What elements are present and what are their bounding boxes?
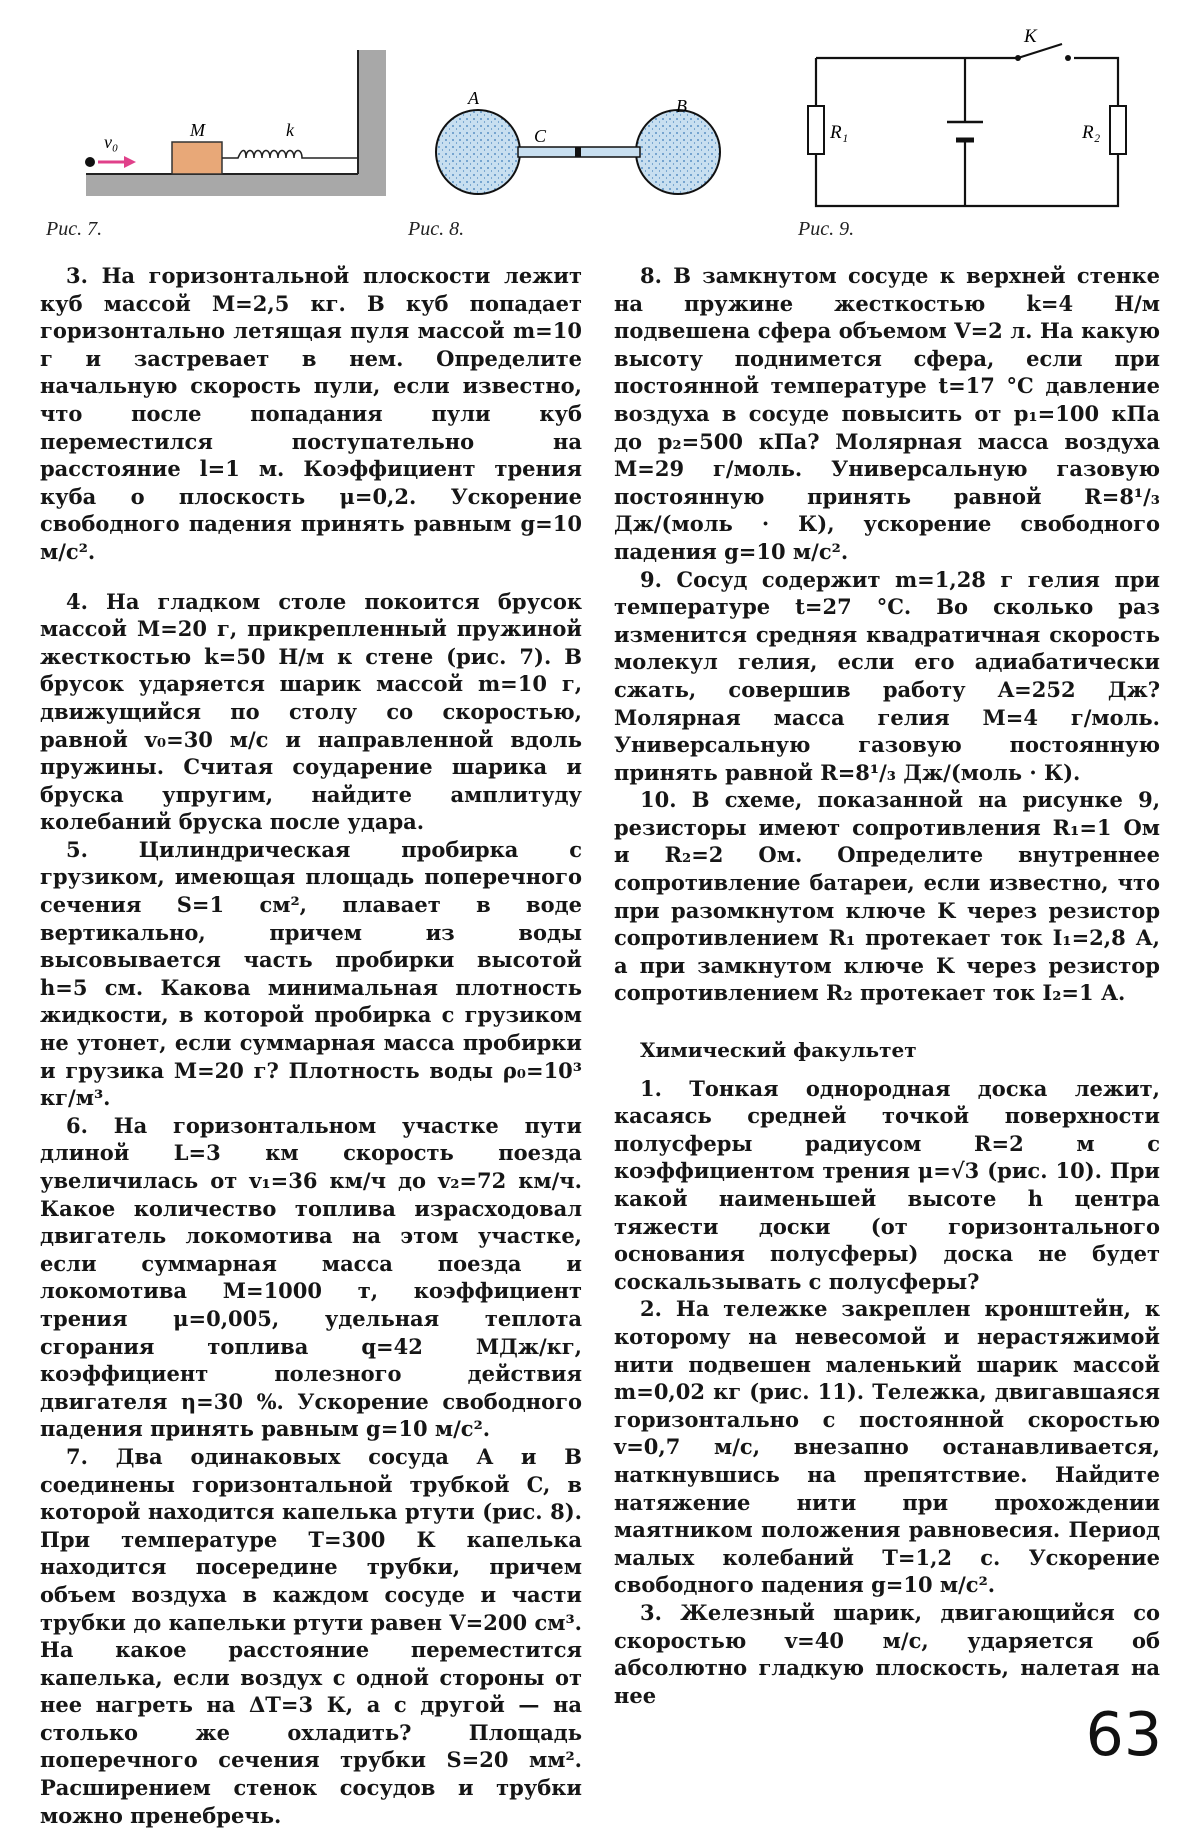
section-title: Химический факультет <box>640 1038 917 1063</box>
label-B: B <box>676 96 687 116</box>
problem-7: 7. Два одинаковых сосуда A и B соединены горизонтальной трубкой C, в которой находится капелька ртути (рис. 8). При температуре T=300 К капелька находится посередине трубки, причем объем воздуха в каждом сосуде и части трубки до капельки ртути равен V=200 см³. На какое расстояние переместится капелька, если воздух с одной стороны от нее нагреть на ΔT=3 К, а с другой — на столько же охладить? Площадь поперечного сечения трубки S=20 мм². Расширением стенок сосудов и трубки можно пренебречь. <box>40 1443 582 1828</box>
label-M: M <box>190 120 205 140</box>
label-K: K <box>1024 28 1037 47</box>
page-number: 63 <box>1085 1700 1162 1770</box>
problem-5: 5. Цилиндрическая пробирка с грузиком, имеющая площадь поперечного сечения S=1 см², плавает в воде вертикально, причем из воды высовывается часть пробирки высотой h=5 см. Какова минимальная плотность жидкости, в которой пробирка с грузиком не утонет, если суммарная масса пробирки и грузика M=20 г? Плотность воды ρ₀=10³ кг/м³. <box>40 836 582 1111</box>
caption-fig8: Рис. 8. <box>408 218 465 240</box>
chem-problem-2: 2. На тележке закреплен кронштейн, к которому на невесомой и нерастяжимой нити подвешен маленький шарик массой m=0,02 кг (рис. 11). Тележка, двигавшаяся горизонтально с постоянной скоростью v=0,7 м/с, внезапно останавливается, наткнувшись на препятствие. Найдите натяжение нити при прохождении маятником положения равновесия. Период малых колебаний T=1,2 с. Ускорение свободного падения g=10 м/с². <box>614 1296 1160 1598</box>
wall <box>358 50 386 196</box>
label-R1: R₁ <box>830 122 849 143</box>
label-k: k <box>286 120 294 140</box>
problem-6: 6. На горизонтальном участке пути длиной L=3 км скорость поезда увеличилась от v₁=36 км/ч до v₂=72 км/ч. Какое количество топлива израсходовал двигатель локомотива на этом участке, если суммарная масса поезда и локомотива M=1000 т, коэффициент трения μ=0,005, удельная теплота сгорания топлива q=42 МДж/кг, коэффициент полезного действия двигателя η=30 %. Ускорение свободного падения принять равным g=10 м/с². <box>40 1112 582 1442</box>
chem-problem-1: 1. Тонкая однородная доска лежит, касаясь средней точкой поверхности полусферы радиусом R=2 м с коэффициентом трения μ=√3 (рис. 10). При какой наименьшей высоте h центра тяжести доски (от горизонтального основания полусферы) доска не будет соскальзывать с полусферы? <box>614 1075 1160 1294</box>
resistor-R1 <box>808 106 824 154</box>
problem-10: 10. В схеме, показанной на рисунке 9, резисторы имеют сопротивления R₁=1 Ом и R₂=2 Ом. Определите внутреннее сопротивление батареи, если известно, что при разомкнутом ключе K через резистор сопротивлением R₁ протекает ток I₁=2,8 А, а при замкнутом ключе K через резистор сопротивлением R₂ протекает ток I₂=1 А. <box>614 787 1160 1006</box>
label-v0: v₀ <box>104 132 119 152</box>
problem-8: 8. В замкнутом сосуде к верхней стенке на пружине жесткостью k=4 Н/м подвешена сфера объемом V=2 л. На какую высоту поднимется сфера, если при постоянной температуре t=17 °С давление воздуха в сосуде повысить от p₁=100 кПа до p₂=500 кПа? Молярная масса воздуха M=29 г/моль. Универсальную газовую постоянную принять равной R=8¹/₃ Дж/(моль · К), ускорение свободного падения g=10 м/с². <box>614 263 1160 564</box>
figure-9 <box>800 28 1130 214</box>
problem-4: 4. На гладком столе покоится брусок массой M=20 г, прикрепленный пружиной жесткостью k=50 Н/м к стене (рис. 7). В брусок ударяется шарик массой m=10 г, движущийся по столу со скоростью, равной v₀=30 м/с и направленной вдоль пружины. Считая соударение шарика и бруска упругим, найдите амплитуду колебаний бруска после удара. <box>40 588 582 835</box>
figure-7 <box>80 50 390 210</box>
ball <box>85 157 95 167</box>
chem-problem-3: 3. Железный шарик, двигающийся со скоростью v=40 м/с, ударяется об абсолютно гладкую плоскость, налетая на нее <box>614 1599 1160 1708</box>
vessel-A <box>436 110 520 194</box>
floor <box>86 174 386 196</box>
problem-9: 9. Сосуд содержит m=1,28 г гелия при температуре t=27 °С. Во сколько раз изменится средняя квадратичная скорость молекул гелия, если его адиабатически сжать, совершив работу A=252 Дж? Молярная масса гелия M=4 г/моль. Универсальную газовую постоянную принять равной R=8¹/₃ Дж/(моль · К). <box>614 566 1160 785</box>
caption-fig7: Рис. 7. <box>46 218 103 240</box>
label-C: C <box>534 126 547 146</box>
right-column <box>614 262 1160 1709</box>
block-M <box>172 142 222 174</box>
spring <box>222 151 358 159</box>
vessel-B <box>636 110 720 194</box>
mercury-drop <box>575 147 581 157</box>
left-column <box>40 262 582 1829</box>
problem-3: 3. На горизонтальной плоскости лежит куб массой M=2,5 кг. В куб попадает горизонтально летящая пуля массой m=10 г и застревает в нем. Определите начальную скорость пули, если известно, что после попадания пули куб переместился поступательно на расстояние l=1 м. Коэффициент трения куба о плоскость μ=0,2. Ускорение свободного падения принять равным g=10 м/с². <box>40 263 582 564</box>
label-A: A <box>468 88 479 108</box>
resistor-R2 <box>1110 106 1126 154</box>
label-R2: R₂ <box>1082 122 1101 143</box>
caption-fig9: Рис. 9. <box>798 218 855 240</box>
figure-8 <box>430 88 730 208</box>
